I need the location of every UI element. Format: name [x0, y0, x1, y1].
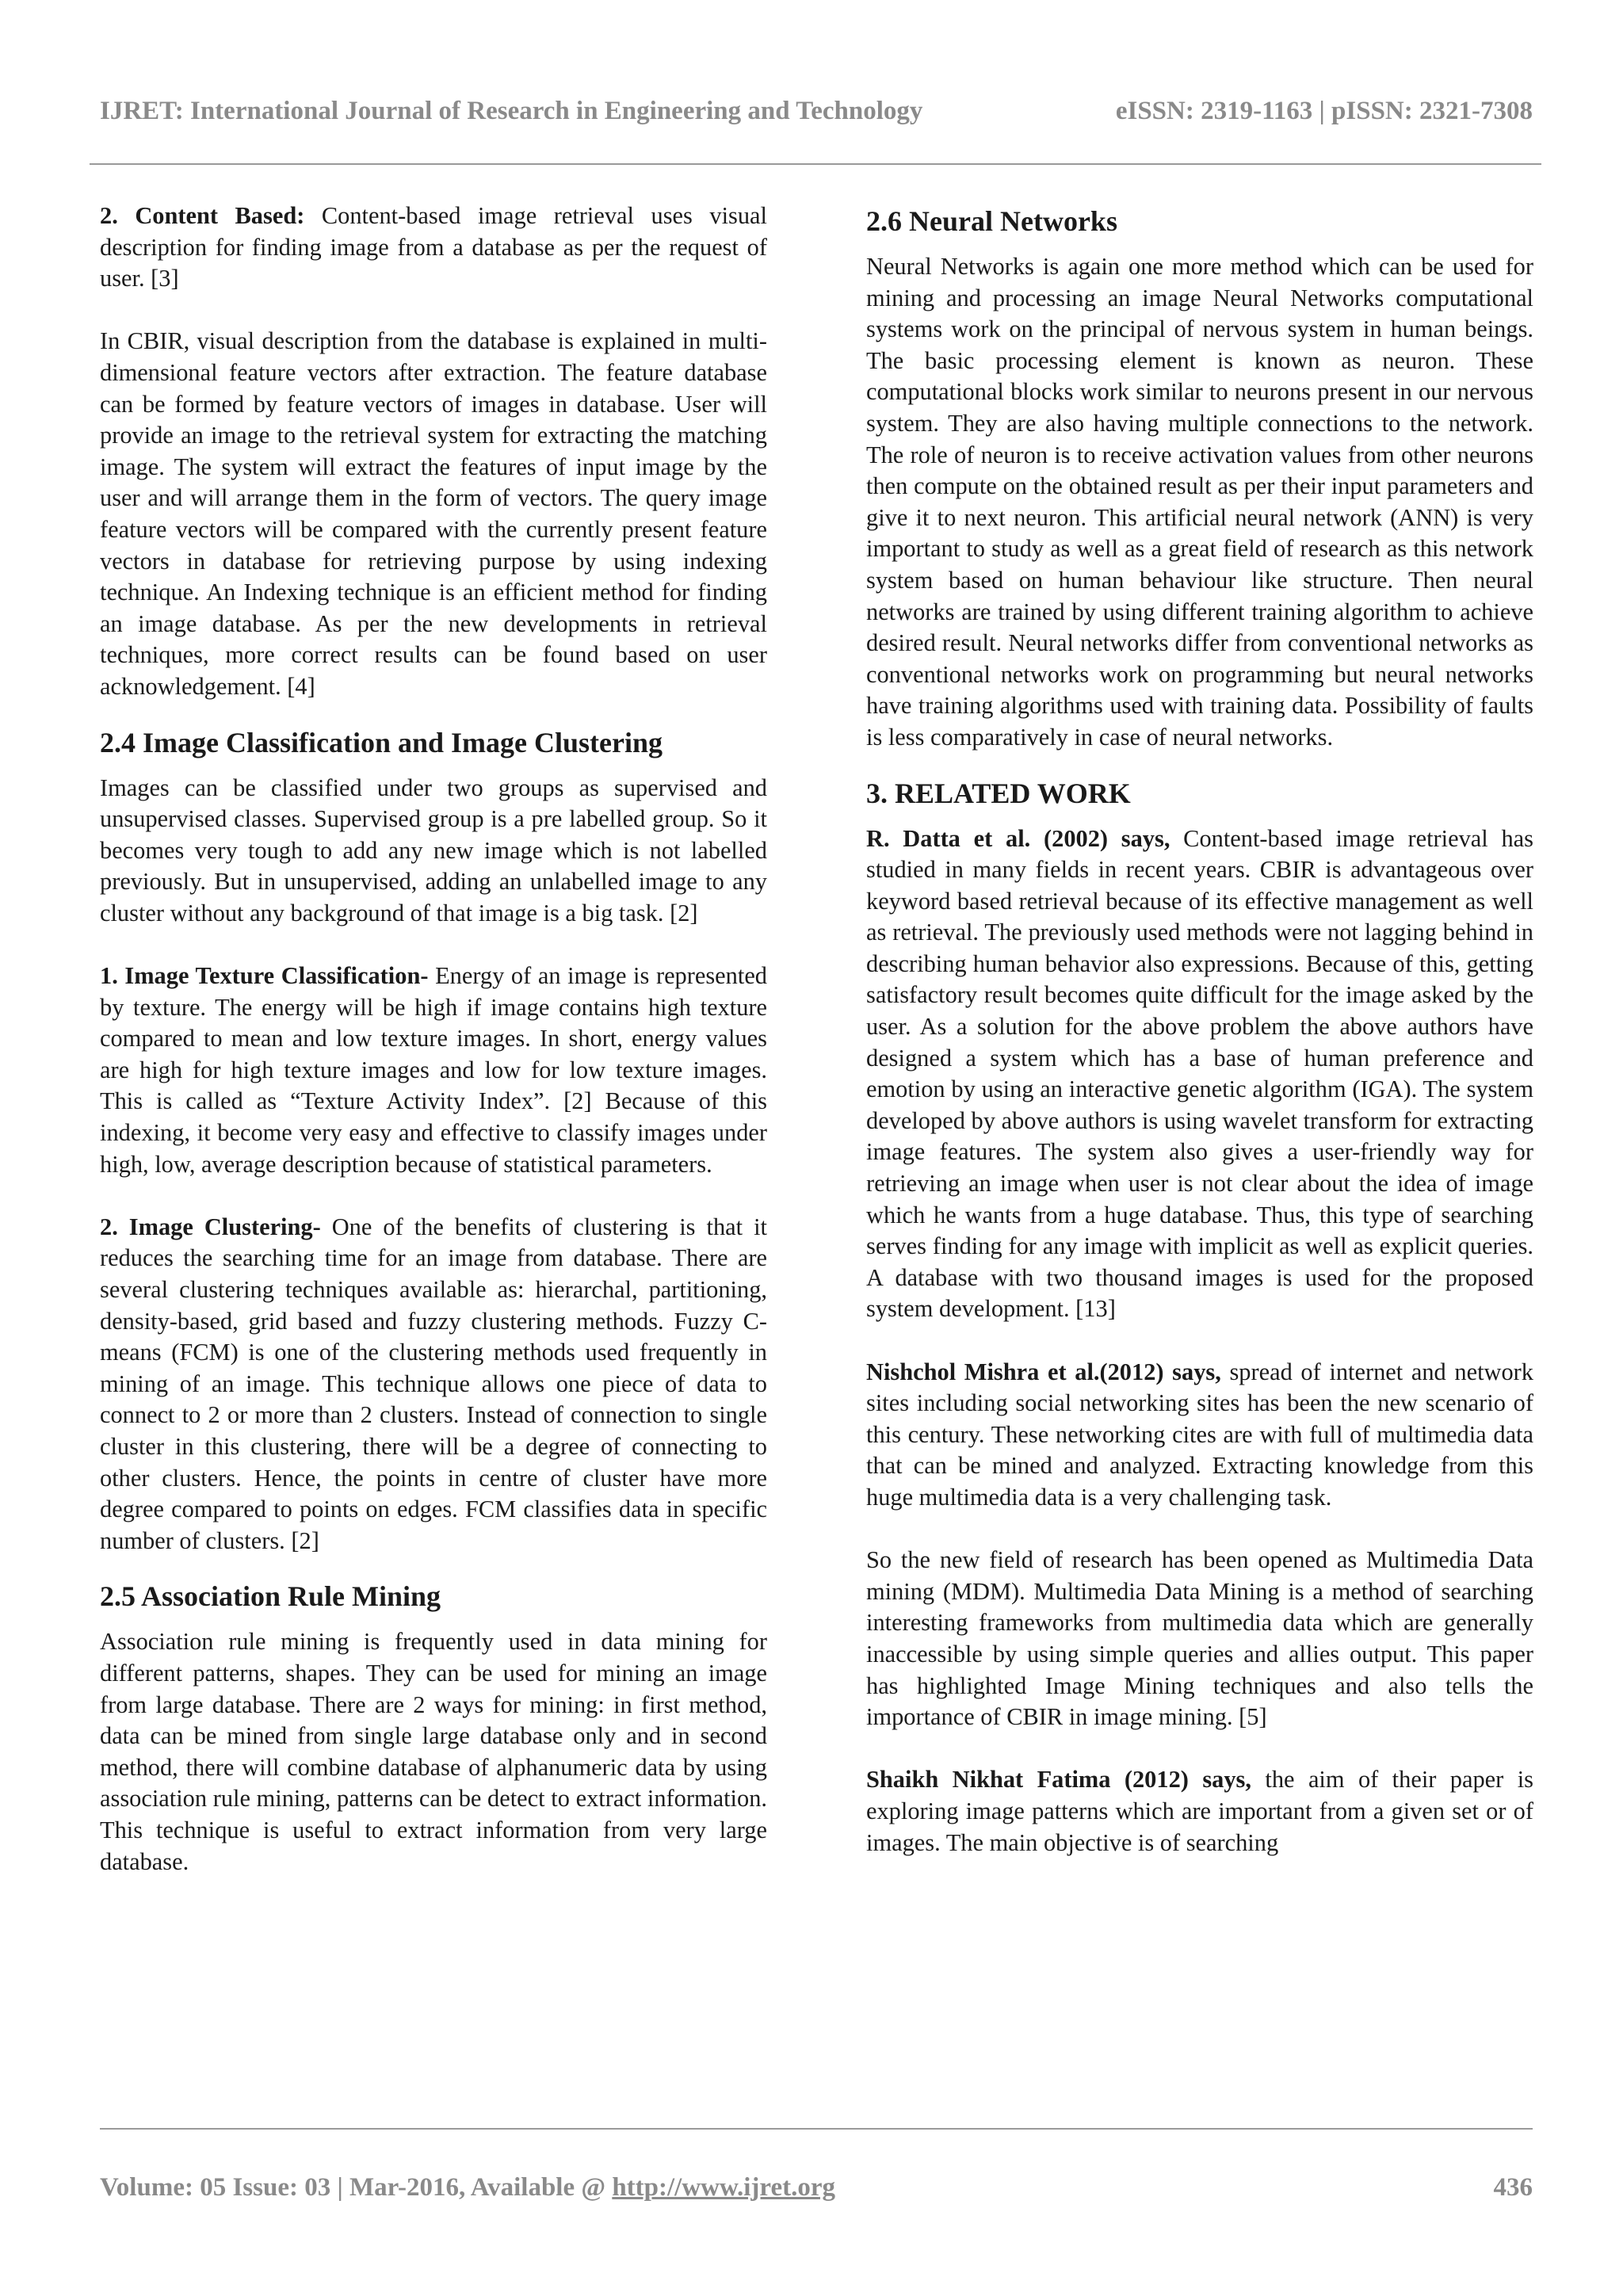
section-heading: 2.4 Image Classification and Image Clustering [100, 726, 663, 758]
issn-info: eISSN: 2319-1163 | pISSN: 2321-7308 [1115, 97, 1533, 125]
paragraph-lead: Shaikh Nikhat Fatima (2012) says, [866, 1766, 1251, 1794]
paragraph: Shaikh Nikhat Fatima (2012) says, the aim of their paper is exploring image patterns which are important from a given set or of images. The main objective is of searching [866, 1766, 1533, 1856]
paragraph: R. Datta et al. (2002) says, Content-based image retrieval has studied in many fields in recent years. CBIR is advantageous over keyword based retrieval because of its effective management as well as retrieval. The previously used methods were not lagging behind in describing human behavior also expressions. Because of this, getting satisfactory result becomes quite difficult for the image asked by the user. As a solution for the above problem the above authors have designed a system which has a base of human preference and emotion by using an interactive genetic algorithm (IGA). The system developed by above authors is using wavelet transform for extracting image features. The system also gives a user-friendly way for retrieving an image when user is not clear about the idea of image which he wants from a huge database. Thus, this type of searching serves finding for any image with implicit as well as explicit queries. A database with two thousand images is used for the proposed system development. [13] [866, 824, 1533, 1323]
paragraph: Neural Networks is again one more method which can be used for mining and processing an image Neural Networks computational systems work on the principal of nervous system in human beings. The basic processing element is known as neuron. These computational blocks work similar to neurons present in our nervous system. They are also having multiple connections to the network. The role of neuron is to receive activation values from other neurons then compute on the obtained result as per their input parameters and give it to next neuron. This artificial neural network (ANN) is very important to study as well as a great field of research as this network system based on human behaviour like structure. Then neural networks are trained by using different training algorithm to achieve desired result. Neural networks differ from conventional networks as conventional networks work on programming but neural networks have training algorithms used with training data. Possibility of faults is less comparatively in case of neural networks. [866, 253, 1533, 751]
footer-rule [100, 2128, 1533, 2130]
section-heading: 2.6 Neural Networks [866, 205, 1117, 237]
page-number: 436 [1493, 2173, 1533, 2202]
page-footer [100, 2173, 1533, 2202]
paragraph: Association rule mining is frequently used in data mining for different patterns, shapes. They can be used for mining an image from large database. There are 2 ways for mining: in first method, data can be mined from single large database only and in second method, there will combine database of alphanumeric data by using association rule mining, patterns can be detect to extract information. This technique is useful to extract information from very large database. [100, 1628, 767, 1875]
paragraph: So the new field of research has been opened as Multimedia Data mining (MDM). Multimedia Data Mining is a method of searching interesting frameworks from multimedia data which are generally inaccessible by using simple queries and allies output. This paper has highlighted Image Mining techniques and also tells the importance of CBIR in image mining. [5] [866, 1546, 1533, 1731]
paragraph-lead: R. Datta et al. (2002) says, [866, 824, 1170, 852]
paragraph-lead: 2. Image Clustering- [100, 1213, 321, 1240]
section-heading: 2.5 Association Rule Mining [100, 1580, 441, 1613]
journal-title: IJRET: International Journal of Research in Engineering and Technology [100, 97, 923, 125]
volume-info: Volume: 05 Issue: 03 | Mar-2016, Available @ http://www.ijret.org [100, 2173, 835, 2202]
header-rule [90, 163, 1541, 165]
paragraph-lead: 1. Image Texture Classification- [100, 962, 429, 990]
section-heading: 3. RELATED WORK [866, 777, 1131, 809]
page-header [100, 97, 1533, 126]
paragraph: 1. Image Texture Classification- Energy of an image is represented by texture. The energy will be high if image contains high texture compared to mean and low texture images. In short, energy values are high for high texture images and low for low texture images. This is called as “Texture Activity Index”. [2] Because of this indexing, it become very easy and effective to classify images under high, low, average description because of statistical parameters. [100, 962, 767, 1178]
left-column [100, 201, 767, 1909]
paragraph: 2. Image Clustering- One of the benefits of clustering is that it reduces the searching time for an image from database. There are several clustering techniques available as: hierarchal, partitioning, density-based, grid based and fuzzy clustering methods. Fuzzy C-means (FCM) is one of the clustering methods used frequently in mining of an image. This technique allows one piece of data to connect to 2 or more than 2 clusters. Instead of connection to single cluster in this clustering, there will be a degree of connecting to other clusters. Hence, the points in centre of cluster have more degree compared to points on edges. FCM classifies data in specific number of clusters. [2] [100, 1213, 767, 1554]
paragraph: Images can be classified under two groups as supervised and unsupervised classes. Supervised group is a pre labelled group. So it becomes very tough to add any new image which is not labelled previously. But in unsupervised, adding an unlabelled image to any cluster without any background of that image is a big task. [2] [100, 774, 767, 926]
paragraph-lead: Nishchol Mishra et al.(2012) says, [866, 1358, 1221, 1385]
paragraph: Nishchol Mishra et al.(2012) says, spread of internet and network sites including social networking sites has been the new scenario of this century. These networking cites are with full of multimedia data that can be mined and analyzed. Extracting knowledge from this huge multimedia data is a very challenging task. [866, 1358, 1533, 1511]
paragraph: 2. Content Based: Content-based image retrieval uses visual description for finding image from a database as per the request of user. [3] [100, 202, 767, 292]
paragraph: In CBIR, visual description from the database is explained in multi-dimensional feature vectors after extraction. The feature database can be formed by feature vectors of images in database. User will provide an image to the retrieval system for extracting the matching image. The system will extract the features of input image by the user and will arrange them in the form of vectors. The query image feature vectors will be compared with the currently present feature vectors in database for retrieving purpose by using indexing technique. An Indexing technique is an efficient method for finding an image database. As per the new developments in retrieval techniques, more correct results can be found based on user acknowledgement. [4] [100, 327, 767, 700]
right-column [866, 201, 1533, 1890]
paragraph-lead: 2. Content Based: [100, 202, 305, 229]
journal-link[interactable]: http://www.ijret.org [612, 2173, 835, 2202]
